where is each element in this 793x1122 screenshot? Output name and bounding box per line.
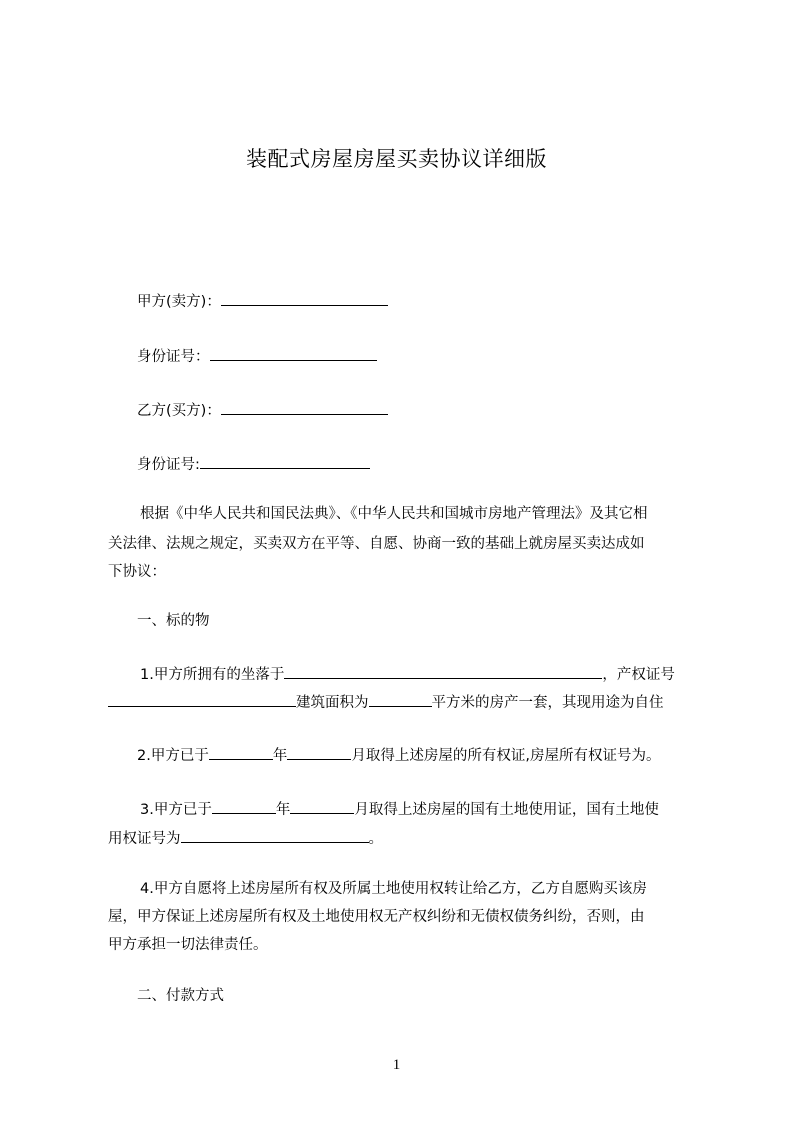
clause-2-month-blank[interactable] [287, 745, 351, 760]
clause-1-part-3: 建筑面积为 [296, 695, 369, 711]
preamble-line-1: 根据《中华人民共和国民法典》、《中华人民共和国城市房地产管理法》及其它相 [140, 506, 648, 522]
clause-1-line-1 [140, 664, 675, 684]
clause-1-part-4: 平方米的房产一套，其现用途为自住 [431, 695, 664, 711]
preamble-line-2: 关法律、法规之规定，买卖双方在平等、自愿、协商一致的基础上就房屋买卖达成如 [108, 536, 645, 552]
section-1-heading: 一、标的物 [137, 613, 210, 629]
clause-4-line-3: 甲方承担一切法律责任。 [108, 937, 268, 953]
location-blank[interactable] [284, 664, 602, 679]
section-2-heading: 二、付款方式 [137, 988, 224, 1004]
id-label-2: 身份证号: [137, 457, 200, 473]
clause-3-line-1 [140, 799, 659, 819]
id-line-2 [137, 454, 370, 474]
page-number: 1 [392, 1057, 401, 1073]
document-title: 装配式房屋房屋买卖协议详细版 [246, 147, 547, 171]
area-blank[interactable] [369, 692, 432, 707]
clause-3-part-4: 用权证号为 [108, 831, 181, 847]
party-a-line [137, 291, 388, 311]
certificate-blank[interactable] [108, 692, 296, 707]
clause-2-line [137, 745, 660, 765]
party-b-line [137, 400, 388, 420]
clause-3-part-5: 。 [368, 831, 383, 847]
party-a-blank[interactable] [221, 291, 388, 306]
clause-1-part-2: ，产权证号 [602, 667, 675, 683]
clause-3-part-3: 月取得上述房屋的国有土地使用证，国有土地使 [354, 802, 659, 818]
clause-3-year-blank[interactable] [212, 799, 276, 814]
clause-3-month-blank[interactable] [290, 799, 354, 814]
clause-2-year-blank[interactable] [209, 745, 273, 760]
clause-2-part-1: 2.甲方已于 [137, 748, 209, 764]
clause-1-line-2 [108, 692, 664, 712]
clause-2-part-3: 月取得上述房屋的所有权证,房屋所有权证号为。 [351, 748, 661, 764]
clause-3-line-2 [108, 828, 383, 848]
clause-3-part-1: 3.甲方已于 [140, 802, 212, 818]
clause-3-part-2: 年 [275, 802, 291, 818]
party-b-blank[interactable] [221, 400, 388, 415]
party-a-label: 甲方(卖方)： [137, 294, 221, 310]
clause-1-part-1: 1.甲方所拥有的坐落于 [140, 667, 285, 683]
party-b-label: 乙方(买方)： [137, 403, 221, 419]
id-line-1 [137, 346, 377, 366]
clause-4-line-2: 屋，甲方保证上述房屋所有权及土地使用权无产权纠纷和无债权债务纠纷，否则，由 [108, 909, 645, 925]
clause-2-part-2: 年 [272, 748, 288, 764]
clause-4-line-1: 4.甲方自愿将上述房屋所有权及所属土地使用权转让给乙方，乙方自愿购买该房 [140, 881, 647, 897]
land-certificate-blank[interactable] [181, 828, 369, 843]
id-label-1: 身份证号： [137, 349, 210, 365]
id-blank-1[interactable] [210, 346, 377, 361]
preamble-line-3: 下协议： [108, 564, 166, 580]
id-blank-2[interactable] [200, 454, 370, 469]
